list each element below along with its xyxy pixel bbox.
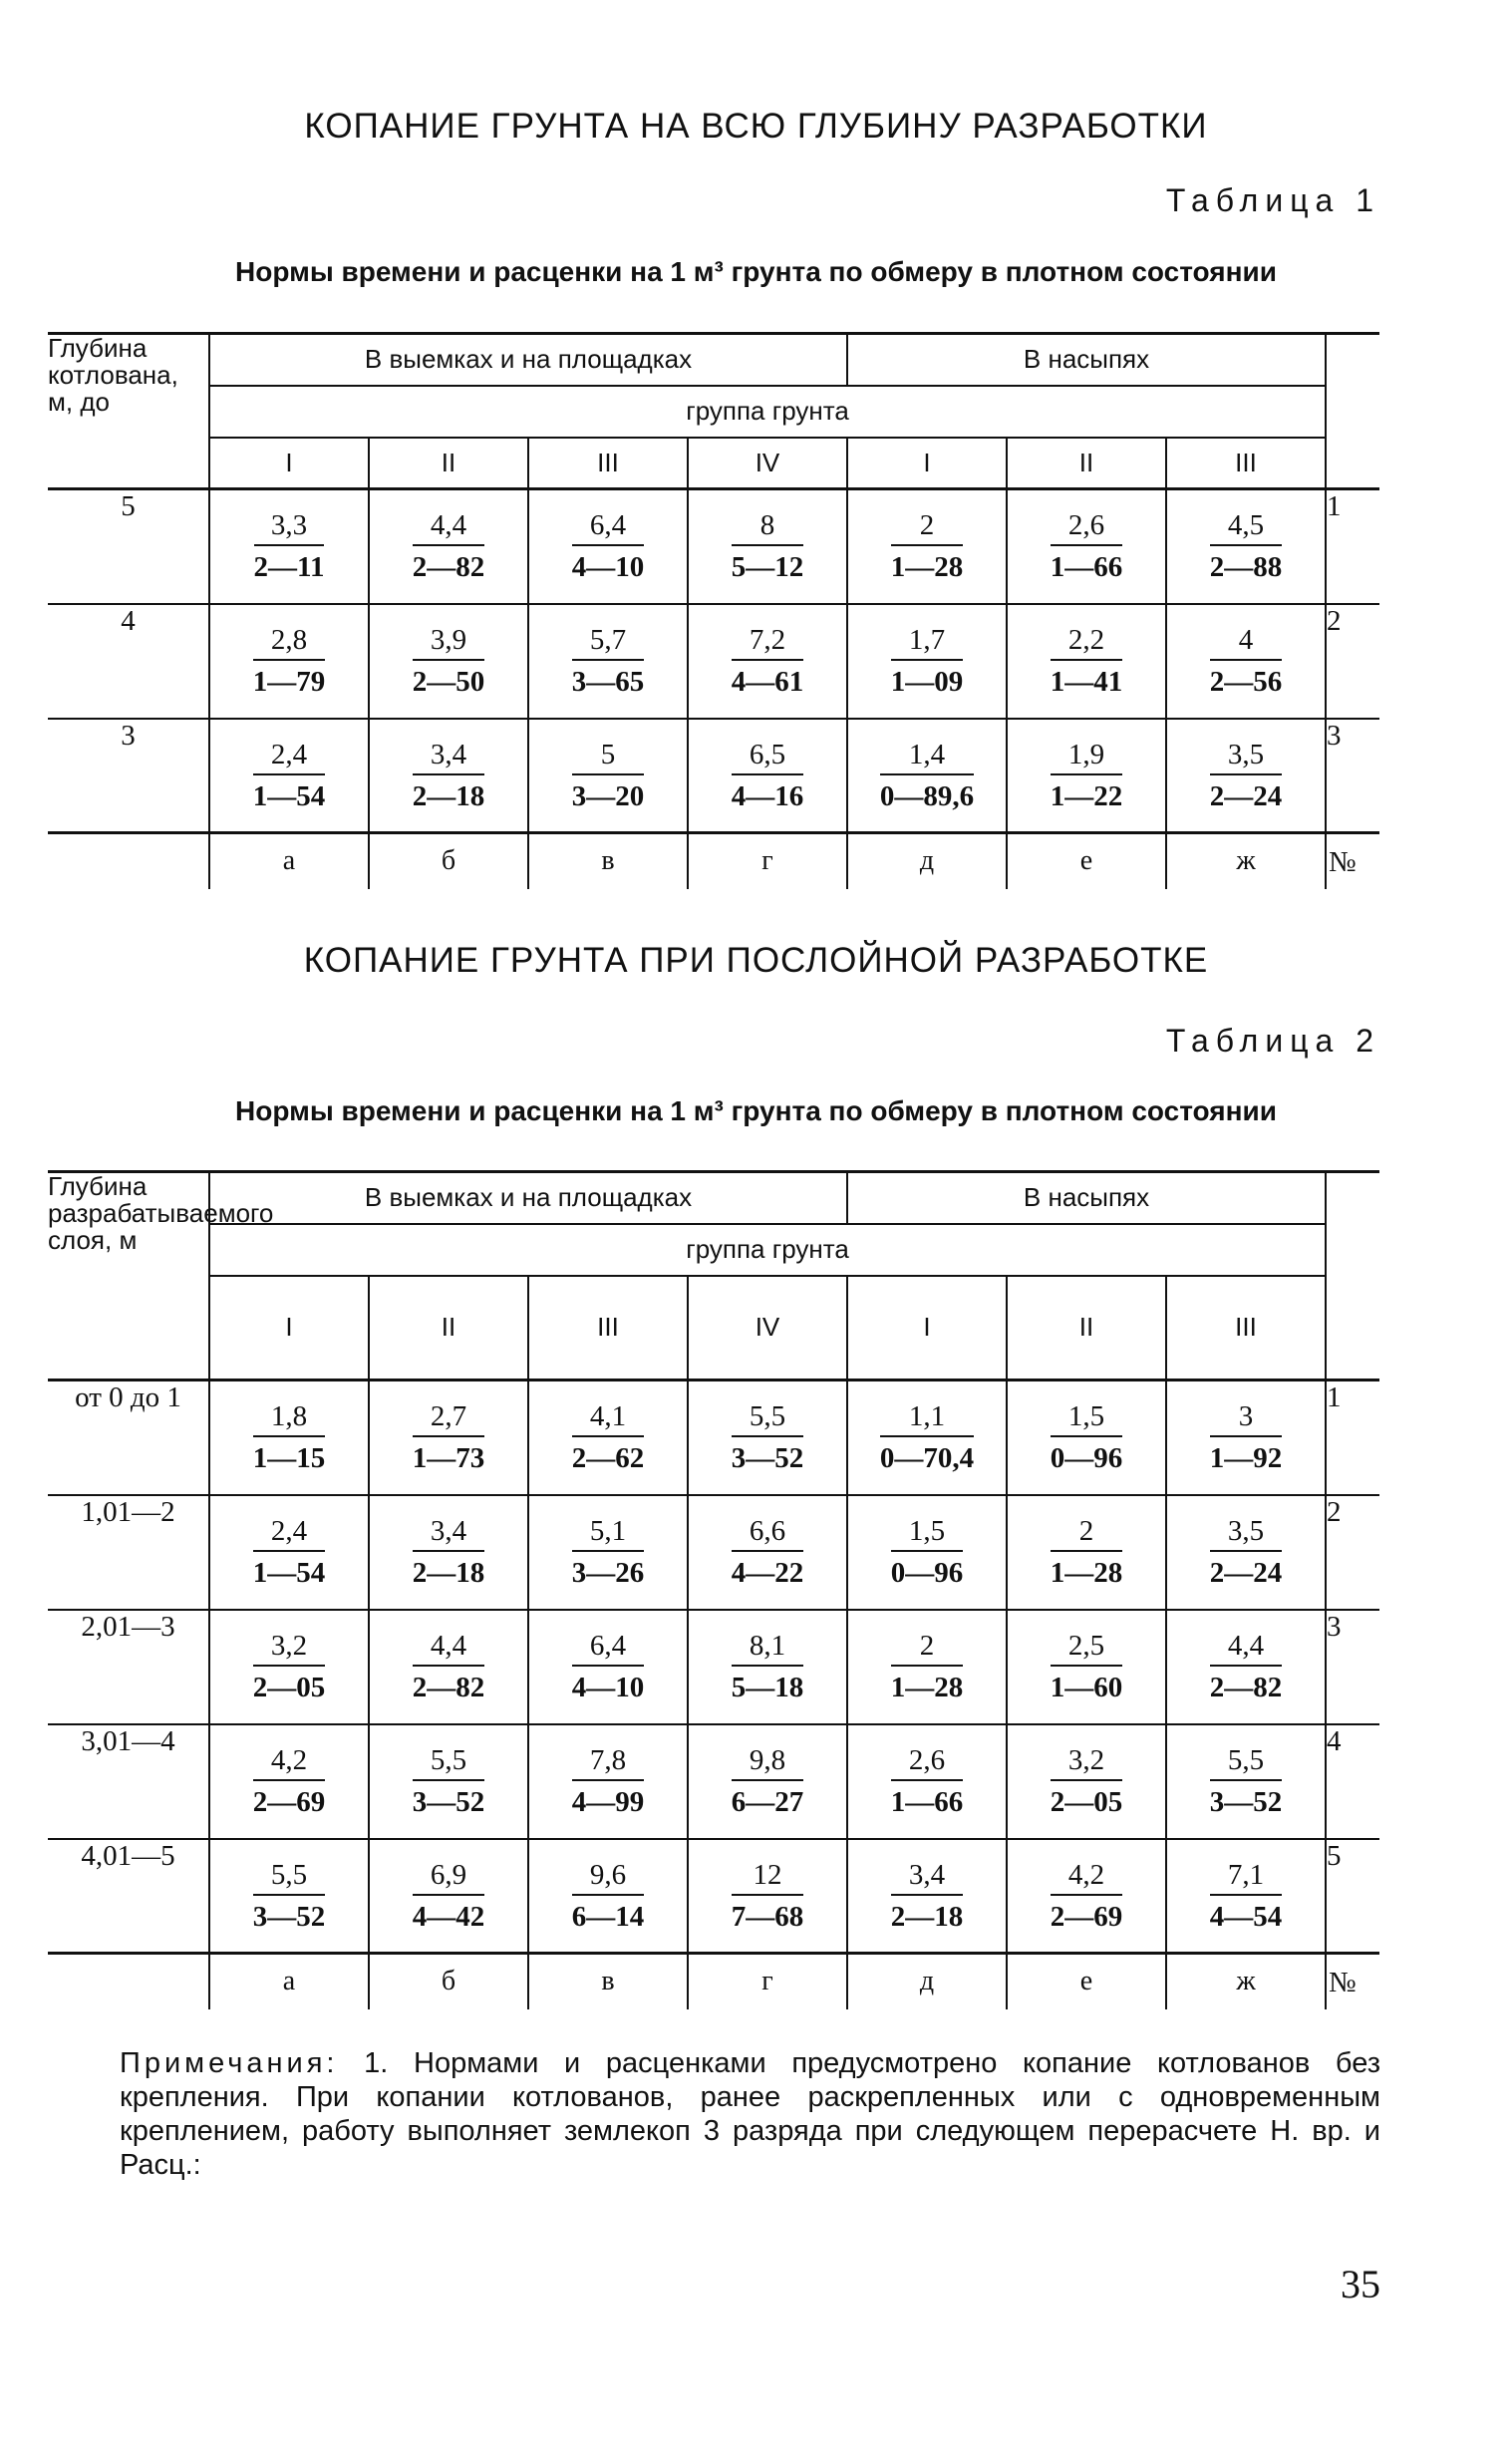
- time-norm-value: 3,9: [413, 623, 485, 661]
- time-norm-value: 5,1: [572, 1514, 645, 1552]
- soil-group-column-header: III: [1166, 1276, 1326, 1380]
- row-number: 3: [1326, 1610, 1379, 1724]
- rate-value: 1—54: [252, 779, 326, 812]
- soil-group-column-header: III: [1166, 438, 1326, 489]
- rate-value: 2—05: [252, 1672, 326, 1703]
- rate-value: 1—28: [1050, 1557, 1123, 1589]
- row-number: 3: [1326, 719, 1379, 833]
- time-norm-value: 3,3: [254, 508, 325, 546]
- rate-value: 3—52: [731, 1442, 804, 1475]
- column-letter-row: [48, 833, 1379, 889]
- time-norm-value: 3,4: [413, 738, 485, 775]
- norm-cell: [1166, 1839, 1326, 1954]
- norm-cell: [1166, 489, 1326, 604]
- norm-cell: [847, 1495, 1007, 1610]
- norm-cell: [1007, 1495, 1166, 1610]
- rate-value: 1—09: [890, 666, 964, 698]
- norm-cell: [528, 604, 688, 719]
- norm-cell: [688, 489, 847, 604]
- norm-cell: [1007, 1839, 1166, 1954]
- norm-cell: [209, 1495, 369, 1610]
- time-norm-value: 5,5: [732, 1399, 804, 1437]
- rate-value: 4—61: [731, 666, 804, 698]
- time-norm-value: 9,6: [572, 1858, 645, 1896]
- time-norm-value: 2: [891, 508, 964, 546]
- rate-value: 2—18: [890, 1900, 964, 1933]
- rate-value: 4—10: [571, 1672, 645, 1703]
- table-row: [48, 719, 1379, 833]
- soil-group-column-header: I: [847, 438, 1007, 489]
- rate-value: 1—15: [252, 1442, 326, 1475]
- rate-value: 1—22: [1050, 779, 1123, 812]
- note-paragraph: [120, 2046, 1380, 2182]
- column-letter: д: [847, 833, 1007, 889]
- rate-value: 4—99: [571, 1786, 645, 1818]
- soil-group-column-header: II: [1007, 438, 1166, 489]
- norm-cell: [209, 1380, 369, 1495]
- time-norm-value: 2,7: [413, 1399, 485, 1437]
- time-norm-value: 3,2: [1051, 1743, 1123, 1781]
- rate-value: 2—88: [1209, 551, 1283, 584]
- norms-table-1: [48, 332, 1379, 889]
- time-norm-value: 3,5: [1210, 738, 1283, 775]
- rate-value: 5—12: [731, 551, 804, 584]
- number-sign: №: [1326, 1954, 1379, 2009]
- time-norm-value: 6,4: [572, 1629, 645, 1667]
- norm-cell: [847, 1380, 1007, 1495]
- column-letter: в: [528, 1954, 688, 2009]
- rate-value: 3—65: [571, 666, 645, 698]
- table2-group-embankments: В насыпях: [847, 1172, 1326, 1224]
- time-norm-value: 5,5: [253, 1858, 326, 1896]
- depth-cell: 3: [48, 719, 209, 833]
- column-letter: е: [1007, 833, 1166, 889]
- rate-value: 6—14: [571, 1900, 645, 1933]
- time-norm-value: 2,5: [1051, 1629, 1123, 1667]
- time-norm-value: 3,2: [253, 1629, 326, 1667]
- time-norm-value: 7,1: [1210, 1858, 1283, 1896]
- table1-group-embankments: В насыпях: [847, 334, 1326, 386]
- soil-group-column-header: I: [847, 1276, 1007, 1380]
- norm-cell: [847, 489, 1007, 604]
- column-letter: д: [847, 1954, 1007, 2009]
- rate-value: 1—73: [412, 1442, 485, 1475]
- number-sign: №: [1326, 833, 1379, 889]
- norm-cell: [688, 604, 847, 719]
- norm-cell: [528, 1724, 688, 1839]
- column-letter: ж: [1166, 1954, 1326, 2009]
- row-number: 2: [1326, 1495, 1379, 1610]
- time-norm-value: 8,1: [732, 1629, 804, 1667]
- rate-value: 0—96: [890, 1557, 964, 1589]
- norm-cell: [688, 1610, 847, 1724]
- table2-row-header: Глубина разрабатываемого слоя, м: [48, 1172, 209, 1380]
- time-norm-value: 1,5: [891, 1514, 964, 1552]
- column-letter: г: [688, 1954, 847, 2009]
- soil-group-column-header: III: [528, 438, 688, 489]
- section1-heading: КОПАНИЕ ГРУНТА НА ВСЮ ГЛУБИНУ РАЗРАБОТКИ: [304, 107, 1208, 146]
- rate-value: 1—79: [252, 666, 326, 698]
- table1-subtitle: Нормы времени и расценки на 1 м³ грунта по обмеру в плотном состоянии: [235, 256, 1277, 287]
- norm-cell: [528, 1839, 688, 1954]
- time-norm-value: 4,4: [413, 1629, 485, 1667]
- table2-group-excavations: В выемках и на площадках: [209, 1172, 847, 1224]
- depth-cell: 2,01—3: [48, 1610, 209, 1724]
- rate-value: 0—70,4: [879, 1442, 975, 1475]
- depth-cell: 5: [48, 489, 209, 604]
- column-letter: ж: [1166, 833, 1326, 889]
- rate-value: 3—52: [252, 1900, 326, 1933]
- rate-value: 1—66: [1050, 551, 1123, 584]
- rate-value: 1—66: [890, 1786, 964, 1818]
- table-row: [48, 1724, 1379, 1839]
- rate-value: 2—05: [1050, 1786, 1123, 1818]
- time-norm-value: 4,2: [253, 1743, 326, 1781]
- time-norm-value: 9,8: [732, 1743, 804, 1781]
- time-norm-value: 7,8: [572, 1743, 645, 1781]
- time-norm-value: 2: [1051, 1514, 1123, 1552]
- soil-group-column-header: II: [369, 1276, 528, 1380]
- rate-value: 0—89,6: [879, 779, 975, 812]
- norm-cell: [688, 1839, 847, 1954]
- norms-table-2: [48, 1170, 1379, 2009]
- time-norm-value: 2,6: [891, 1743, 964, 1781]
- norm-cell: [1007, 1724, 1166, 1839]
- time-norm-value: 2,8: [253, 623, 326, 661]
- rate-value: 3—52: [412, 1786, 485, 1818]
- time-norm-value: 4,5: [1210, 508, 1283, 546]
- section2-heading: КОПАНИЕ ГРУНТА ПРИ ПОСЛОЙНОЙ РАЗРАБОТКЕ: [303, 941, 1209, 980]
- time-norm-value: 3,4: [891, 1858, 964, 1896]
- norm-cell: [1007, 1380, 1166, 1495]
- time-norm-value: 4,1: [572, 1399, 645, 1437]
- depth-cell: 1,01—2: [48, 1495, 209, 1610]
- rate-value: 0—96: [1050, 1442, 1123, 1475]
- time-norm-value: 4: [1210, 623, 1283, 661]
- rate-value: 2—56: [1209, 666, 1283, 698]
- soil-group-column-header: I: [209, 1276, 369, 1380]
- soil-group-column-header: II: [1007, 1276, 1166, 1380]
- norm-cell: [369, 604, 528, 719]
- rate-value: 4—42: [412, 1900, 485, 1933]
- time-norm-value: 3: [1210, 1399, 1283, 1437]
- rate-value: 5—18: [731, 1672, 804, 1703]
- row-number: 1: [1326, 1380, 1379, 1495]
- norm-cell: [1007, 719, 1166, 833]
- column-letter: а: [209, 833, 369, 889]
- rate-value: 1—92: [1209, 1442, 1283, 1475]
- time-norm-value: 6,5: [732, 738, 804, 775]
- norm-cell: [209, 1839, 369, 1954]
- table1-row-header: Глубина котлована, м, до: [48, 334, 209, 489]
- column-letter: е: [1007, 1954, 1166, 2009]
- norm-cell: [209, 1724, 369, 1839]
- time-norm-value: 6,9: [413, 1858, 485, 1896]
- norm-cell: [369, 1380, 528, 1495]
- rate-value: 2—24: [1209, 779, 1283, 812]
- norm-cell: [688, 1380, 847, 1495]
- rate-value: 2—69: [1050, 1900, 1123, 1933]
- norm-cell: [528, 1495, 688, 1610]
- rate-value: 1—28: [890, 551, 964, 584]
- norm-cell: [369, 1610, 528, 1724]
- column-letter: а: [209, 1954, 369, 2009]
- rate-value: 4—10: [571, 551, 645, 584]
- rate-value: 2—11: [253, 551, 325, 584]
- time-norm-value: 1,7: [891, 623, 964, 661]
- column-letter: г: [688, 833, 847, 889]
- rate-value: 4—16: [731, 779, 804, 812]
- rate-value: 7—68: [731, 1900, 804, 1933]
- rate-value: 6—27: [731, 1786, 804, 1818]
- norm-cell: [528, 719, 688, 833]
- time-norm-value: 6,6: [732, 1514, 804, 1552]
- norm-cell: [369, 1839, 528, 1954]
- rate-value: 2—82: [412, 1672, 485, 1703]
- table-row: [48, 604, 1379, 719]
- soil-group-column-header: IV: [688, 1276, 847, 1380]
- norm-cell: [369, 1724, 528, 1839]
- time-norm-value: 2,4: [253, 738, 326, 775]
- table2-subtitle: Нормы времени и расценки на 1 м³ грунта по обмеру в плотном состоянии: [235, 1095, 1277, 1126]
- norm-cell: [688, 719, 847, 833]
- column-letter: в: [528, 833, 688, 889]
- depth-cell: от 0 до 1: [48, 1380, 209, 1495]
- table-row: [48, 1839, 1379, 1954]
- norm-cell: [528, 1380, 688, 1495]
- norm-cell: [209, 1610, 369, 1724]
- rate-value: 2—82: [412, 551, 485, 584]
- column-letter: б: [369, 1954, 528, 2009]
- norm-cell: [688, 1495, 847, 1610]
- rate-value: 1—54: [252, 1557, 326, 1589]
- norm-cell: [1007, 604, 1166, 719]
- time-norm-value: 4,4: [1210, 1629, 1283, 1667]
- time-norm-value: 4,2: [1051, 1858, 1123, 1896]
- rate-value: 1—41: [1050, 666, 1123, 698]
- time-norm-value: 2,4: [253, 1514, 326, 1552]
- depth-cell: 3,01—4: [48, 1724, 209, 1839]
- norm-cell: [847, 1610, 1007, 1724]
- time-norm-value: 7,2: [732, 623, 804, 661]
- norm-cell: [847, 604, 1007, 719]
- norm-cell: [369, 719, 528, 833]
- soil-group-column-header: IV: [688, 438, 847, 489]
- rate-value: 2—82: [1209, 1672, 1283, 1703]
- norm-cell: [528, 489, 688, 604]
- time-norm-value: 5: [572, 738, 645, 775]
- rate-value: 2—24: [1209, 1557, 1283, 1589]
- time-norm-value: 2,2: [1051, 623, 1123, 661]
- table-row: [48, 1610, 1379, 1724]
- table-row: [48, 1495, 1379, 1610]
- time-norm-value: 2,6: [1051, 508, 1123, 546]
- norm-cell: [847, 1724, 1007, 1839]
- table1-label: Таблица 1: [1165, 182, 1380, 218]
- time-norm-value: 1,1: [880, 1399, 974, 1437]
- norm-cell: [528, 1610, 688, 1724]
- norm-cell: [369, 1495, 528, 1610]
- row-number: 2: [1326, 604, 1379, 719]
- norm-cell: [1166, 719, 1326, 833]
- soil-group-column-header: II: [369, 438, 528, 489]
- time-norm-value: 1,5: [1051, 1399, 1123, 1437]
- rate-value: 4—54: [1209, 1900, 1283, 1933]
- row-number: 1: [1326, 489, 1379, 604]
- norm-cell: [1007, 1610, 1166, 1724]
- soil-group-column-header: I: [209, 438, 369, 489]
- time-norm-value: 2: [891, 1629, 964, 1667]
- table1-soil-group: группа грунта: [209, 386, 1326, 438]
- note-text: 1. Нормами и расценками предусмотрено копание котлованов без крепления. При копании котлованов, ранее раскрепленных или с одновременным креплением, работу выполняет землекоп 3 разряда при следующем перерасчете Н. вр. и Расц.:: [120, 2047, 1380, 2181]
- soil-group-column-header: III: [528, 1276, 688, 1380]
- rate-value: 2—18: [412, 1557, 485, 1589]
- time-norm-value: 4,4: [413, 508, 485, 546]
- norm-cell: [1166, 1380, 1326, 1495]
- time-norm-value: 5,7: [572, 623, 645, 661]
- norm-cell: [1166, 1610, 1326, 1724]
- page-number: 35: [1341, 2262, 1380, 2306]
- time-norm-value: 3,4: [413, 1514, 485, 1552]
- norm-cell: [847, 719, 1007, 833]
- rate-value: 2—50: [412, 666, 485, 698]
- norm-cell: [209, 489, 369, 604]
- time-norm-value: 1,9: [1051, 738, 1123, 775]
- table1-group-excavations: В выемках и на площадках: [209, 334, 847, 386]
- row-number: 5: [1326, 1839, 1379, 1954]
- rate-value: 2—18: [412, 779, 485, 812]
- norm-cell: [209, 604, 369, 719]
- row-number: 4: [1326, 1724, 1379, 1839]
- time-norm-value: 1,4: [880, 738, 974, 775]
- time-norm-value: 5,5: [1210, 1743, 1283, 1781]
- norm-cell: [1166, 604, 1326, 719]
- norm-cell: [1007, 489, 1166, 604]
- time-norm-value: 3,5: [1210, 1514, 1283, 1552]
- norm-cell: [847, 1839, 1007, 1954]
- rate-value: 1—28: [890, 1672, 964, 1703]
- depth-cell: 4,01—5: [48, 1839, 209, 1954]
- table2-label: Таблица 2: [1165, 1023, 1380, 1059]
- rate-value: 2—69: [252, 1786, 326, 1818]
- depth-cell: 4: [48, 604, 209, 719]
- rate-value: 3—52: [1209, 1786, 1283, 1818]
- rate-value: 3—26: [571, 1557, 645, 1589]
- table2-soil-group: группа грунта: [209, 1224, 1326, 1276]
- norm-cell: [1166, 1495, 1326, 1610]
- column-letter-row: [48, 1954, 1379, 2009]
- time-norm-value: 12: [732, 1858, 804, 1896]
- rate-value: 4—22: [731, 1557, 804, 1589]
- rate-value: 2—62: [571, 1442, 645, 1475]
- rate-value: 3—20: [571, 779, 645, 812]
- column-letter: б: [369, 833, 528, 889]
- time-norm-value: 6,4: [572, 508, 645, 546]
- table-row: [48, 489, 1379, 604]
- norm-cell: [209, 719, 369, 833]
- norm-cell: [369, 489, 528, 604]
- norm-cell: [1166, 1724, 1326, 1839]
- time-norm-value: 1,8: [253, 1399, 326, 1437]
- rate-value: 1—60: [1050, 1672, 1123, 1703]
- norm-cell: [688, 1724, 847, 1839]
- table-row: [48, 1380, 1379, 1495]
- time-norm-value: 8: [732, 508, 804, 546]
- note-label: Примечания:: [120, 2047, 339, 2079]
- time-norm-value: 5,5: [413, 1743, 485, 1781]
